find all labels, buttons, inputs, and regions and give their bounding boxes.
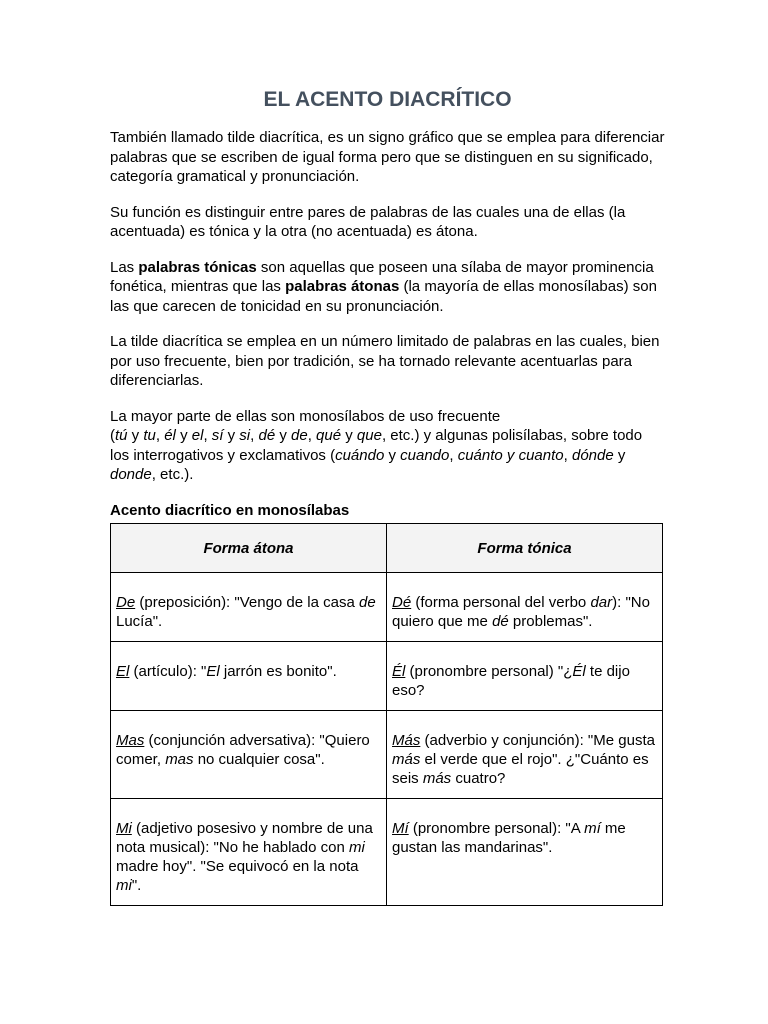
paragraph-tonic-atonic: Las palabras tónicas son aquellas que poseen una sílaba de mayor prominencia fonética, mientras que las palabras átonas (la mayoría de ellas monosílabas) son las que carecen de tonicidad en su pronunciación. [110,258,657,315]
cell-el-atonic: El (artículo): "El jarrón es bonito". [111,642,387,711]
header-atonic: Forma átona [111,524,387,573]
cell-mas-tonic: Más (adverbio y conjunción): "Me gusta más el verde que el rojo". ¿"Cuánto es seis más cuatro? [387,711,663,799]
table-row [111,573,663,642]
cell-mi-atonic: Mi (adjetivo posesivo y nombre de una nota musical): "No he hablado con mi madre hoy". "Se equivocó en la nota mi". [111,799,387,906]
table-title: Acento diacrítico en monosílabas [110,501,350,519]
table-row [111,799,663,906]
cell-mi-tonic: Mí (pronombre personal): "A mí me gustan las mandarinas". [387,799,663,906]
table-row [111,642,663,711]
paragraph-function: Su función es distinguir entre pares de palabras de las cuales una de ellas (la acentuada) es tónica y la otra (no acentuada) es átona. [110,203,626,240]
cell-mas-atonic: Mas (conjunción adversativa): "Quiero comer, mas no cualquier cosa". [111,711,387,799]
header-tonic: Forma tónica [387,524,663,573]
cell-de-atonic: De (preposición): "Vengo de la casa de Lucía". [111,573,387,642]
paragraph-definition: También llamado tilde diacrítica, es un signo gráfico que se emplea para diferenciar palabras que se escriben de igual forma pero que se distinguen en su significado, categoría gramatical y pronunciación. [110,129,665,185]
page-title: EL ACENTO DIACRÍTICO [263,88,512,111]
document-page [110,86,665,906]
cell-el-tonic: Él (pronombre personal) "¿Él te dijo eso? [387,642,663,711]
paragraph-examples: La mayor parte de ellas son monosílabos de uso frecuente (tú y tu, él y el, sí y si, dé y de, qué y que, etc.) y algunas polisílabas, sobre todo los interrogativos y exclamativos (cuándo y cuando, cuánto y cuanto, dónde y donde, etc.). [110,407,643,483]
paragraph-usage: La tilde diacrítica se emplea en un número limitado de palabras en las cuales, bien por uso frecuente, bien por tradición, se ha tornado relevante acentuarlas para diferenciarlas. [110,333,660,389]
cell-de-tonic: Dé (forma personal del verbo dar): "No quiero que me dé problemas". [387,573,663,642]
table-row [111,711,663,799]
diacritic-table [110,523,663,906]
